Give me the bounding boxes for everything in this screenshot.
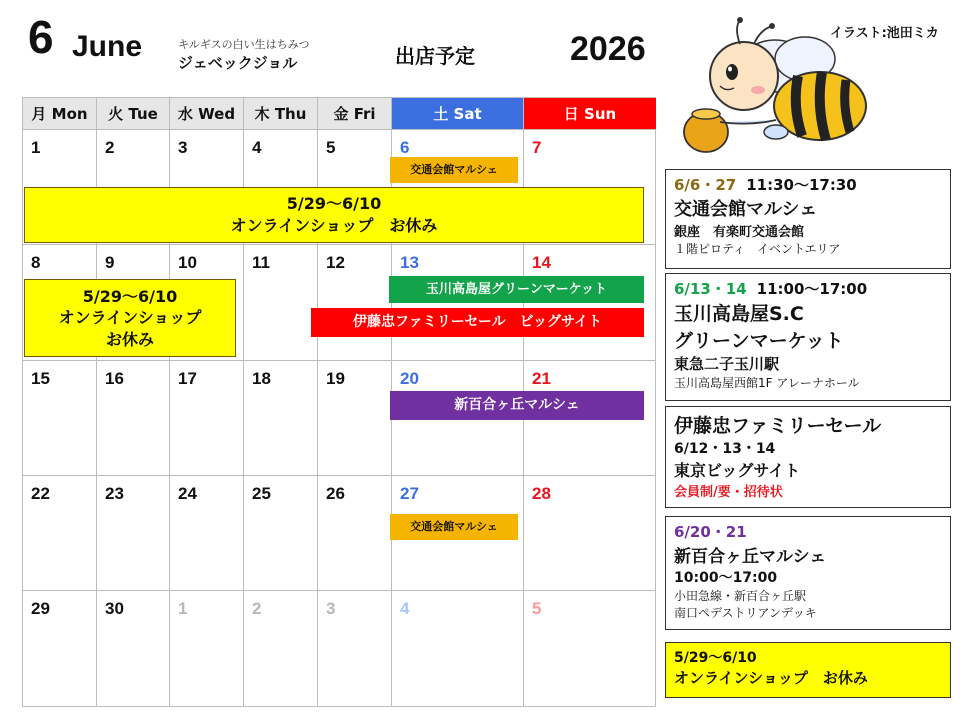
plan-title: 出店予定 [395, 44, 475, 68]
detail-date-line [674, 521, 942, 542]
weekday-mon: 月 Mon [23, 98, 97, 130]
detail-dates: 6/12・13・14 [674, 441, 776, 457]
detail-note: 会員制/要・招待状 [674, 485, 783, 500]
day-number: 4 [400, 599, 410, 618]
detail-time: 11:30〜17:30 [746, 176, 857, 194]
detail-date: 6/6・27 [674, 176, 737, 194]
day-number: 22 [31, 484, 50, 503]
day-number: 25 [252, 484, 271, 503]
day-cell[interactable] [524, 476, 656, 591]
bee-eye-highlight [728, 67, 732, 72]
day-cell[interactable] [244, 245, 318, 361]
weekday-thu: 木 Thu [244, 98, 318, 130]
detail-shinyurigaoka[interactable] [665, 516, 951, 630]
detail-text: オンラインショップ お休み [674, 669, 868, 687]
weekday-fri: 金 Fri [318, 98, 392, 130]
detail-time: 10:00〜17:00 [674, 570, 778, 586]
bee-eye [726, 64, 738, 80]
day-number: 9 [105, 253, 115, 272]
day-number: 24 [178, 484, 197, 503]
event-tamagawa-green-market[interactable]: 玉川高島屋グリーンマーケット [389, 276, 644, 303]
online-closed-line1: オンラインショップ [58, 308, 202, 328]
weekday-tue: 火 Tue [97, 98, 170, 130]
day-cell-other-month[interactable] [170, 591, 244, 706]
day-cell[interactable] [170, 476, 244, 591]
day-number: 7 [532, 138, 542, 157]
day-number: 1 [178, 599, 188, 618]
weekday-sat: 土 Sat [392, 98, 524, 130]
online-closed-date: 5/29〜6/10 [82, 286, 178, 306]
day-number: 16 [105, 369, 124, 388]
bee-stripe [845, 80, 850, 132]
day-number: 6 [400, 138, 410, 157]
detail-date: 6/13・14 [674, 280, 747, 298]
day-cell[interactable] [318, 361, 392, 476]
day-number: 5 [326, 138, 336, 157]
day-number: 10 [178, 253, 197, 272]
detail-name: 玉川高島屋S.C [674, 303, 804, 325]
bee-cheek [751, 86, 765, 94]
detail-name: 新百合ヶ丘マルシェ [674, 547, 827, 567]
detail-time: 11:00〜17:00 [756, 280, 868, 298]
bee-antenna [737, 20, 740, 44]
online-shop-closed-banner[interactable] [24, 187, 644, 243]
subtitle-small: キルギスの白い生はちみつ [178, 38, 310, 51]
detail-name-2: グリーンマーケット [674, 330, 844, 352]
detail-name: 交通会館マルシェ [674, 199, 818, 220]
detail-date: 6/20・21 [674, 523, 747, 541]
honey-pot-rim [692, 109, 720, 119]
day-cell[interactable] [97, 476, 170, 591]
online-closed-date: 5/29〜6/10 [286, 194, 382, 214]
day-number: 3 [326, 599, 336, 618]
day-cell-other-month[interactable] [244, 591, 318, 706]
detail-location: 銀座 有楽町交通会館 [674, 225, 805, 240]
day-cell[interactable] [23, 476, 97, 591]
day-number: 4 [252, 138, 262, 157]
day-cell[interactable] [244, 361, 318, 476]
detail-venue: 東京ビッグサイト [674, 461, 801, 480]
weekday-sun: 日 Sun [524, 98, 656, 130]
day-number: 18 [252, 369, 271, 388]
day-number: 17 [178, 369, 197, 388]
brand-name: ジェベックジョル [178, 54, 298, 72]
day-number: 8 [31, 253, 41, 272]
day-cell[interactable] [318, 245, 392, 361]
detail-kotsu-marche[interactable] [665, 169, 951, 269]
day-cell[interactable] [170, 361, 244, 476]
day-cell[interactable] [524, 245, 656, 361]
day-number: 29 [31, 599, 50, 618]
event-kotsu-marche-jun27[interactable]: 交通会館マルシェ [390, 514, 518, 540]
day-number: 5 [532, 599, 542, 618]
detail-date-line [674, 174, 942, 195]
detail-location-sub: １階ピロティ イベントエリア [674, 242, 841, 256]
detail-date-line [674, 278, 942, 299]
bee-arm [720, 120, 776, 124]
day-number: 1 [31, 138, 41, 157]
day-cell[interactable] [318, 476, 392, 591]
day-number: 26 [326, 484, 345, 503]
day-number: 19 [326, 369, 345, 388]
event-kotsu-marche-jun6[interactable]: 交通会館マルシェ [390, 157, 518, 183]
detail-online-closed[interactable] [665, 642, 951, 698]
day-cell[interactable] [244, 476, 318, 591]
detail-location: 玉川高島屋西館1F アレーナホール [674, 376, 860, 390]
month-number: 6 [28, 11, 54, 63]
bee-antenna-tip [769, 23, 775, 29]
detail-location: 南口ペデストリアンデッキ [674, 606, 817, 620]
weekday-wed: 水 Wed [170, 98, 244, 130]
day-number: 27 [400, 484, 419, 503]
day-cell-other-month[interactable] [392, 591, 524, 706]
day-number: 20 [400, 369, 419, 388]
day-number: 21 [532, 369, 551, 388]
year: 2026 [570, 30, 646, 68]
month-name: June [72, 30, 143, 63]
day-cell[interactable] [97, 361, 170, 476]
day-cell[interactable] [23, 591, 97, 706]
online-closed-line2: お休み [105, 329, 154, 349]
detail-date: 5/29〜6/10 [674, 650, 757, 666]
detail-tamagawa[interactable] [665, 273, 951, 401]
day-number: 28 [532, 484, 551, 503]
bee-illustration [680, 14, 880, 164]
day-cell[interactable] [23, 361, 97, 476]
detail-itochu[interactable] [665, 406, 951, 508]
illustration-credit: イラスト:池田ミカ [830, 26, 939, 41]
day-cell[interactable] [97, 591, 170, 706]
event-itochu-family-sale[interactable]: 伊藤忠ファミリーセール ビッグサイト [311, 308, 644, 337]
detail-station: 東急二子玉川駅 [674, 355, 780, 373]
day-number: 15 [31, 369, 50, 388]
day-cell[interactable] [392, 245, 524, 361]
event-shinyurigaoka-marche[interactable]: 新百合ヶ丘マルシェ [390, 391, 644, 420]
day-number: 2 [252, 599, 262, 618]
day-number: 13 [400, 253, 419, 272]
detail-station: 小田急線・新百合ヶ丘駅 [674, 589, 807, 603]
day-cell-other-month[interactable] [524, 591, 656, 706]
day-number: 30 [105, 599, 124, 618]
day-number: 12 [326, 253, 345, 272]
day-number: 11 [252, 253, 270, 272]
bee-glove [764, 125, 788, 139]
bee-head [710, 42, 778, 110]
online-shop-closed-note[interactable] [24, 279, 236, 357]
day-number: 3 [178, 138, 188, 157]
day-number: 14 [532, 253, 551, 272]
bee-antenna-tip [737, 17, 743, 23]
day-cell-other-month[interactable] [318, 591, 392, 706]
detail-name: 伊藤忠ファミリーセール [674, 415, 882, 437]
day-number: 23 [105, 484, 124, 503]
online-closed-text: オンラインショップ お休み [230, 216, 438, 235]
day-number: 2 [105, 138, 115, 157]
